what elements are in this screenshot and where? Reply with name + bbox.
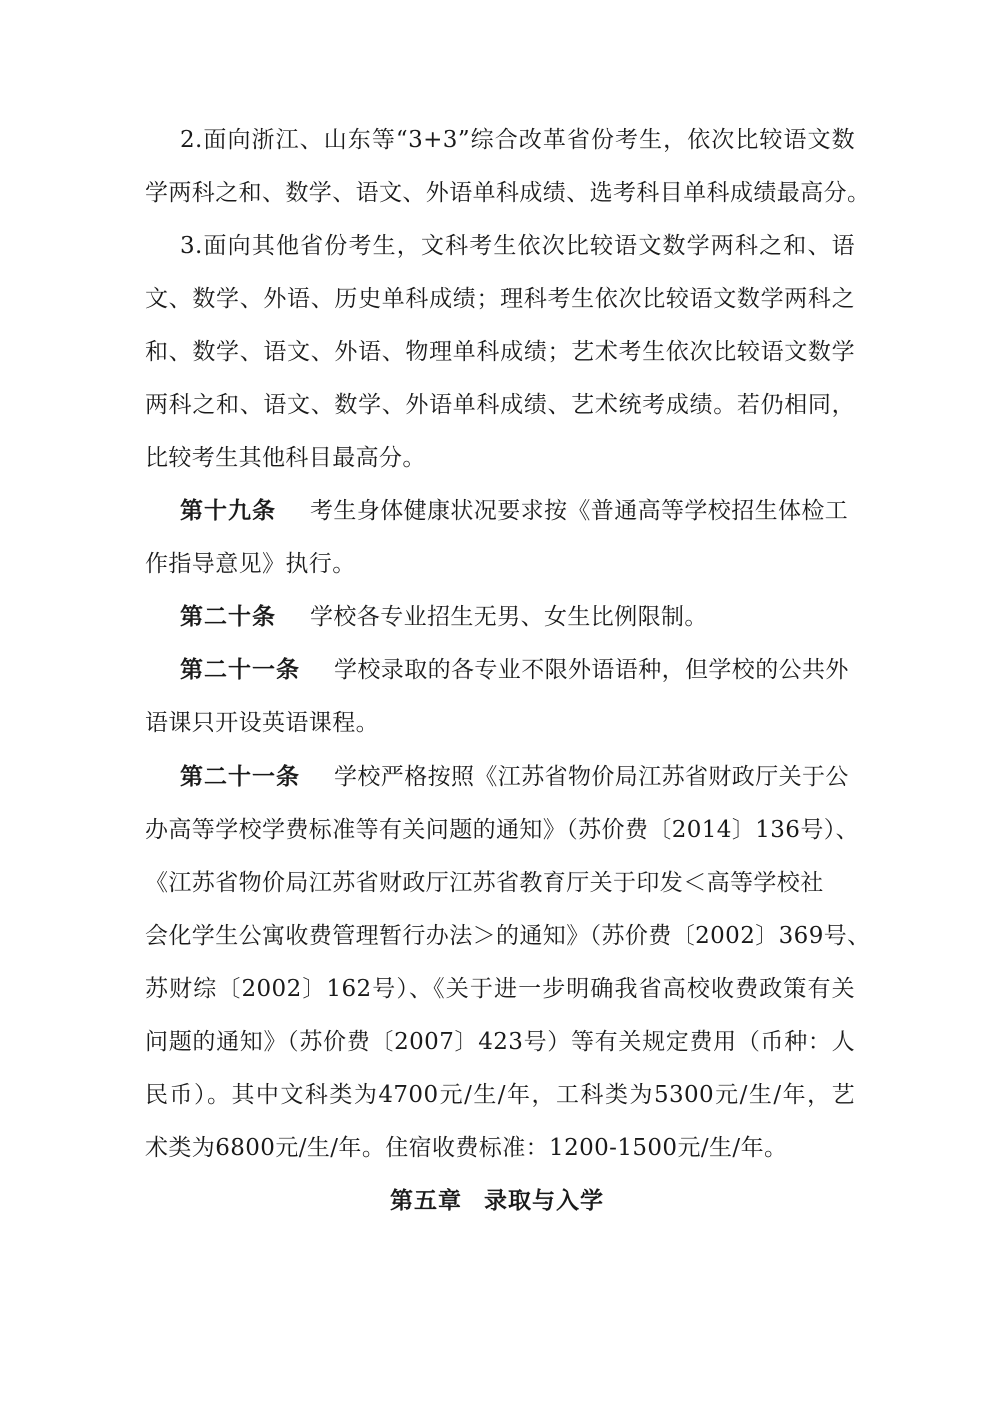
paragraph-3-line-5: 比较考生其他科目最高分。 bbox=[145, 445, 426, 471]
article-20-line-1 bbox=[180, 597, 855, 637]
article-21b-line-6: 问题的通知》（苏价费〔2007〕423号）等有关规定费用（币种：人 bbox=[145, 1029, 855, 1055]
chapter-5-title: 录取与入学 bbox=[484, 1188, 604, 1214]
article-21b-line-8: 术类为6800元/生/年。住宿收费标准：1200-1500元/生/年。 bbox=[145, 1135, 788, 1161]
article-21b-line-5: 苏财综〔2002〕162号）、《关于进一步明确我省高校收费政策有关 bbox=[145, 976, 855, 1002]
paragraph-3-line-2: 文、数学、外语、历史单科成绩；理科考生依次比较语文数学两科之 bbox=[145, 286, 855, 312]
chapter-5-heading bbox=[0, 1181, 994, 1221]
article-19-text: 考生身体健康状况要求按《普通高等学校招生体检工 bbox=[310, 498, 849, 524]
article-21b-line-7: 民币）。其中文科类为4700元/生/年，工科类为5300元/生/年，艺 bbox=[145, 1082, 855, 1108]
article-21b-text: 学校严格按照《江苏省物价局江苏省财政厅关于公 bbox=[334, 764, 849, 790]
article-21a-line-1 bbox=[180, 650, 855, 690]
article-20-label: 第二十条 bbox=[180, 604, 276, 630]
article-19-line-2: 作指导意见》执行。 bbox=[145, 551, 356, 577]
article-21a-line-2: 语课只开设英语课程。 bbox=[145, 710, 379, 736]
paragraph-3-line-4: 两科之和、语文、数学、外语单科成绩、艺术统考成绩。若仍相同， bbox=[145, 392, 855, 418]
paragraph-3-line-3: 和、数学、语文、外语、物理单科成绩；艺术考生依次比较语文数学 bbox=[145, 339, 855, 365]
article-19-line-1 bbox=[180, 491, 855, 531]
paragraph-2-line-1: 2.面向浙江、山东等“3+3”综合改革省份考生，依次比较语文数 bbox=[180, 127, 855, 153]
article-20-text: 学校各专业招生无男、女生比例限制。 bbox=[310, 604, 708, 630]
article-21a-text: 学校录取的各专业不限外语语种，但学校的公共外 bbox=[334, 657, 849, 683]
article-21a-label: 第二十一条 bbox=[180, 657, 300, 683]
article-21b-line-4: 会化学生公寓收费管理暂行办法＞的通知》（苏价费〔2002〕369号、 bbox=[145, 923, 871, 949]
chapter-5-number: 第五章 bbox=[390, 1188, 462, 1214]
article-19-label: 第十九条 bbox=[180, 498, 276, 524]
paragraph-3-line-1: 3.面向其他省份考生，文科考生依次比较语文数学两科之和、语 bbox=[180, 233, 855, 259]
article-21b-label: 第二十一条 bbox=[180, 764, 300, 790]
article-21b-line-2: 办高等学校学费标准等有关问题的通知》（苏价费〔2014〕136号）、 bbox=[145, 817, 860, 843]
paragraph-2-line-2: 学两科之和、数学、语文、外语单科成绩、选考科目单科成绩最高分。 bbox=[145, 180, 871, 206]
article-21b-line-1 bbox=[180, 757, 855, 797]
article-21b-line-3: 《江苏省物价局江苏省财政厅江苏省教育厅关于印发＜高等学校社 bbox=[145, 870, 824, 896]
